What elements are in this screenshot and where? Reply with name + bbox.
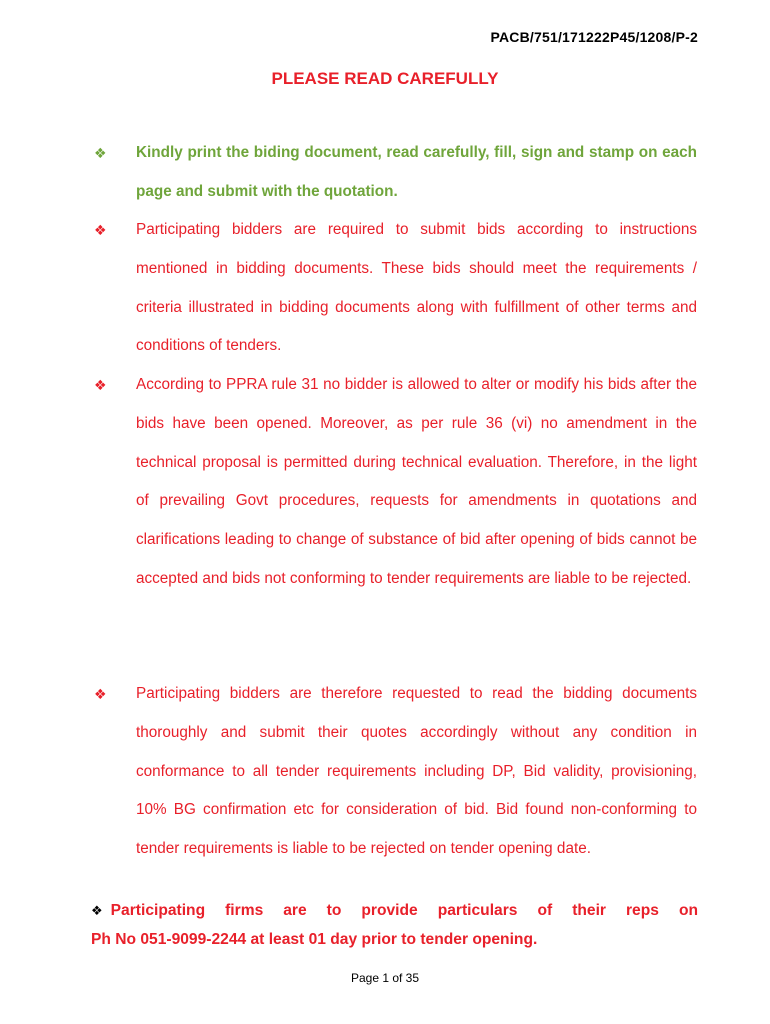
final-note-word: firms xyxy=(225,902,264,919)
diamond-bullet-icon: ❖ xyxy=(94,222,107,238)
bullet-text: According to PPRA rule 31 no bidder is allowed to alter or modify his bids after the bids have been opened. Moreover, as per rule 36 (vi) no amendment in the technical proposal is permitted during technical evaluation. Therefore, in the light of prevailing Govt procedures, requests for amendments in quotations and clarifications leading to change of substance of bid after opening of bids cannot be accepted and bids not conforming to tender requirements are liable to be rejected. xyxy=(136,376,697,587)
final-note-word: reps xyxy=(625,902,659,919)
final-note-line1 xyxy=(91,896,698,925)
diamond-bullet-icon: ❖ xyxy=(94,377,107,393)
final-note-word: their xyxy=(572,902,606,919)
final-note xyxy=(91,896,698,954)
final-note-word: are xyxy=(283,902,307,919)
final-note-word: on xyxy=(678,902,698,919)
bullet-text: Participating bidders are therefore requested to read the bidding documents thoroughly and submit their quotes accordingly without any condition in conformance to all tender requirements including DP, Bid validity, provisioning, 10% BG confirmation etc for consideration of bid. Bid found non-conforming to tender requirements is liable to be rejected on tender opening date. xyxy=(136,685,697,858)
diamond-bullet-icon: ❖ xyxy=(91,903,103,918)
bullet-item-read-documents xyxy=(94,675,697,869)
final-note-line2: Ph No 051-9099-2244 at least 01 day prior to tender opening. xyxy=(91,931,538,948)
bullet-text: Kindly print the biding document, read carefully, fill, sign and stamp on each page and submit with the quotation. xyxy=(136,144,697,200)
bullet-text: Participating bidders are required to submit bids according to instructions mentioned in bidding documents. These bids should meet the requirements / criteria illustrated in bidding documents along with fulfillment of other terms and conditions of tenders. xyxy=(136,221,697,355)
bullet-item-ppra-rule xyxy=(94,366,697,599)
final-note-word: to xyxy=(326,902,342,919)
final-note-word: of xyxy=(537,902,553,919)
bullet-item-print-instructions xyxy=(94,134,697,212)
final-note-word: provide xyxy=(361,902,418,919)
page-title: PLEASE READ CAREFULLY xyxy=(271,69,499,88)
final-note-word: particulars xyxy=(437,902,518,919)
page-number: Page 1 of 35 xyxy=(350,971,420,985)
diamond-bullet-icon: ❖ xyxy=(94,686,107,702)
final-note-word: ❖ Participating xyxy=(91,902,206,919)
reference-number: PACB/751/171222P45/1208/P-2 xyxy=(490,29,698,45)
diamond-bullet-icon: ❖ xyxy=(94,145,107,161)
bullet-item-submit-bids xyxy=(94,211,697,366)
